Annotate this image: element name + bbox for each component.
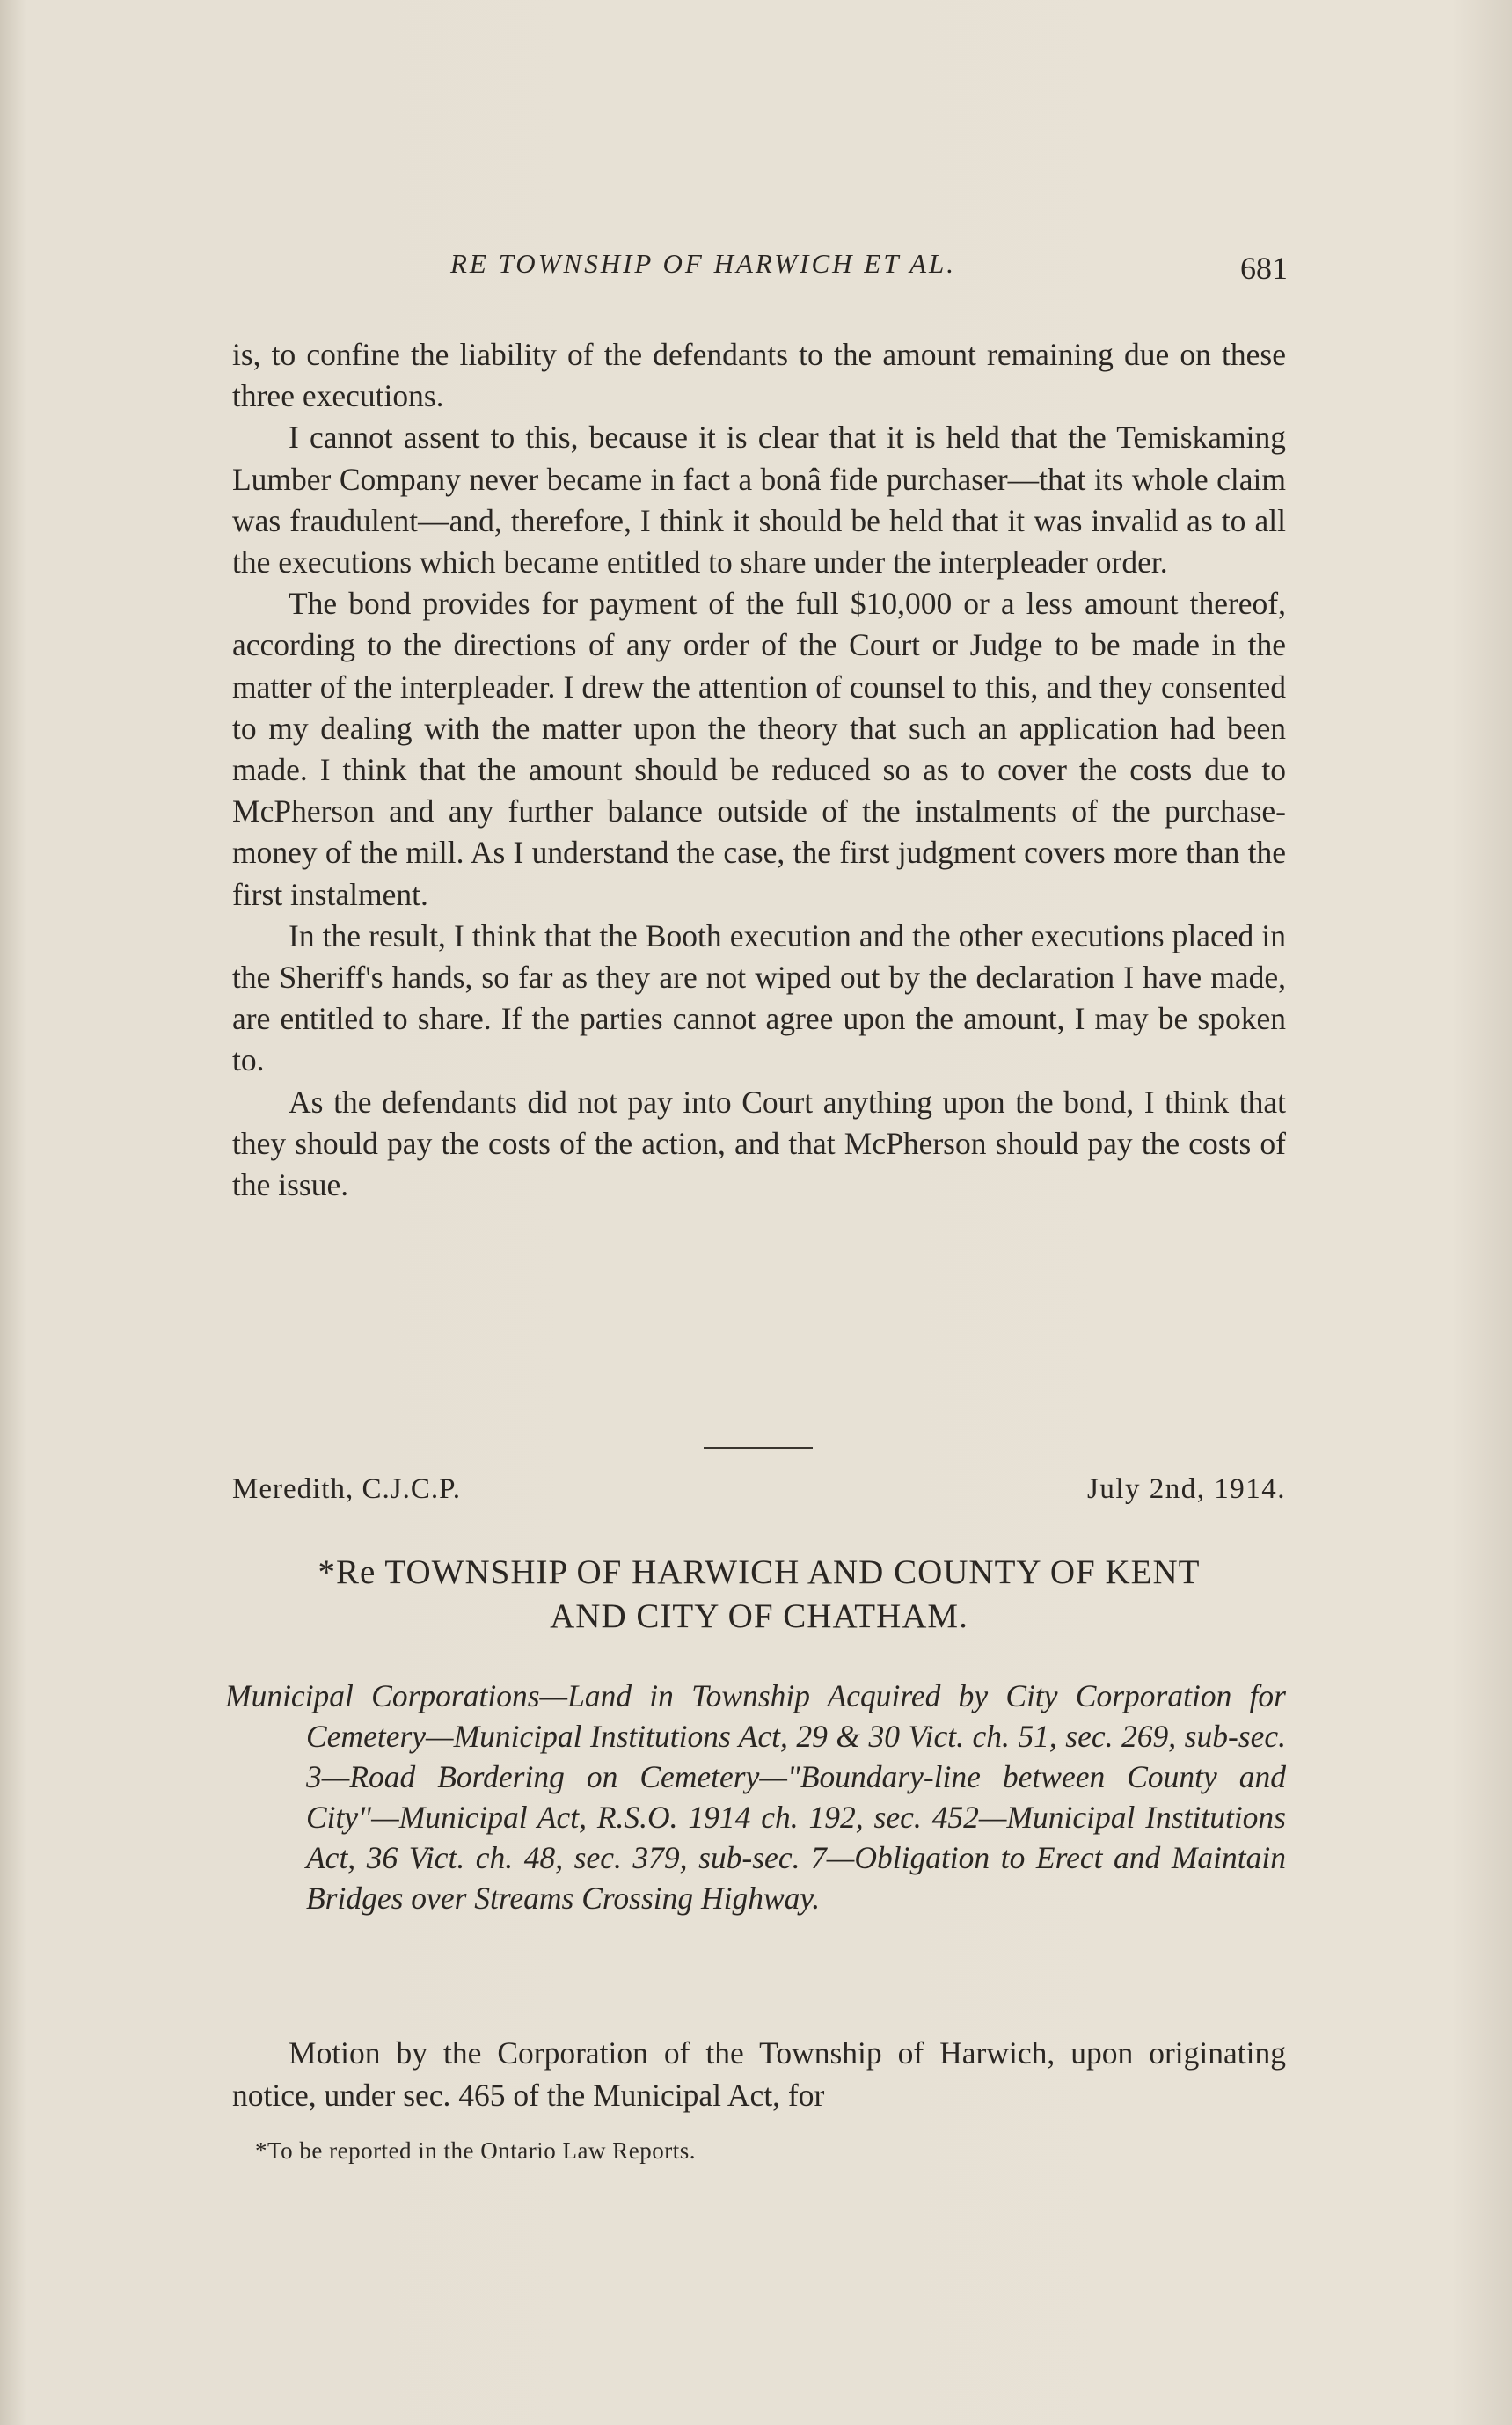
section-divider	[704, 1447, 813, 1449]
paragraph: The bond provides for payment of the full $10,000 or a less amount thereof, according to the directions of any order of the Court or Judge to be made in the matter of the interpleader. I drew the attention of counsel to this, and they consented to my dealing with the matter upon the theory that such an application had been made. I think that the amount should be reduced so as to cover the costs due to McPherson and any further balance outside of the instalments of the purchase-money of the mill. As I understand the case, the first judgment covers more than the first instalment.	[232, 586, 1286, 912]
judgment-text	[232, 334, 1286, 1206]
headnote	[225, 1676, 1286, 1918]
page-header	[230, 245, 1286, 289]
paragraph: is, to confine the liability of the defendants to the amount remaining due on these three executions.	[232, 337, 1286, 414]
running-title: RE TOWNSHIP OF HARWICH ET AL.	[450, 248, 956, 279]
paragraph: I cannot assent to this, because it is clear that it is held that the Temiskaming Lumber Company never became in fact a bonâ fide purchaser—that its whole claim was fraudulent—and, therefore, I think it should be held that it was invalid as to all the executions which became entitled to share under the interpleader order.	[232, 420, 1286, 581]
case-title	[232, 1551, 1286, 1639]
case-title-line: AND CITY OF CHATHAM.	[550, 1597, 968, 1635]
paragraph: As the defendants did not pay into Court anything upon the bond, I think that they should pay the costs of the action, and that McPherson should pay the costs of the issue.	[232, 1084, 1286, 1203]
judge-name: Meredith, C.J.C.P.	[232, 1473, 462, 1505]
motion-paragraph	[232, 2032, 1286, 2116]
judge-line	[232, 1473, 1286, 1517]
headnote-text: Municipal Corporations—Land in Township Acquired by City Corporation for Cemetery—Municipal Institutions Act, 29 & 30 Vict. ch. 51, sec. 269, sub-sec. 3—Road Bordering on Cemetery—"Boundary-line between County and City"—Municipal Act, R.S.O. 1914 ch. 192, sec. 452—Municipal Institutions Act, 36 Vict. ch. 48, sec. 379, sub-sec. 7—Obligation to Erect and Maintain Bridges over Streams Crossing Highway.	[225, 1678, 1286, 1916]
judgment-date: July 2nd, 1914.	[1086, 1473, 1286, 1505]
case-title-line: *Re TOWNSHIP OF HARWICH AND COUNTY OF KENT	[318, 1553, 1201, 1591]
footnote: *To be reported in the Ontario Law Reports.	[255, 2137, 696, 2164]
paragraph: In the result, I think that the Booth execution and the other executions placed in the Sheriff's hands, so far as they are not wiped out by the declaration I have made, are entitled to share. If the parties cannot agree upon the amount, I may be spoken to.	[232, 917, 1286, 1078]
paragraph: Motion by the Corporation of the Township of Harwich, upon originating notice, under sec. 465 of the Municipal Act, for	[232, 2035, 1286, 2113]
page-number: 681	[1240, 251, 1288, 286]
